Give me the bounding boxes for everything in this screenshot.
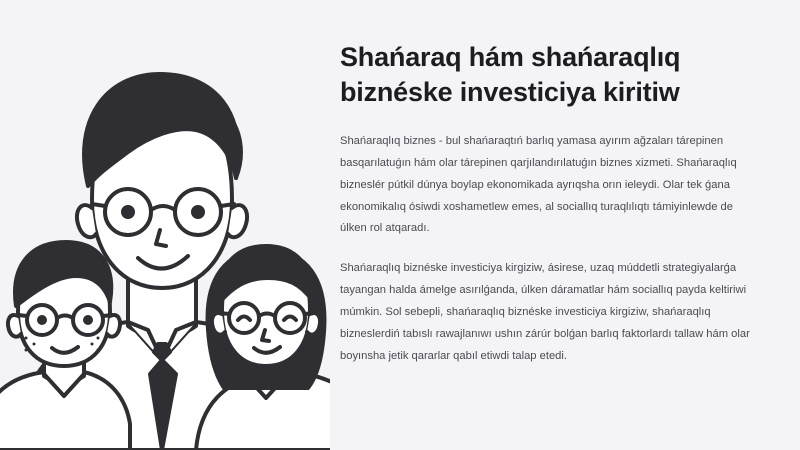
page-title: Shańaraq hám shańaraqlıq biznéske investiciya kiritiw [340,42,681,107]
content-pane [330,0,800,450]
family-characters-illustration [0,0,330,450]
illustration-pane [0,0,330,450]
body-paragraph-1: Shańaraqlıq biznes - bul shańaraqtıń barlıq yamasa ayırım ağzaları tárepinen basqarılatuǵın hám olar tárepinen qarjılandırılatuǵın biznes xizmeti. Shańaraqlıq bizneslér pútkil dúnya boylap ekonomikada ayrıqsha orın ieleydi. Olar tek ǵana ekonomikalıq ósiwdi xoshametlew emes, al sociallıq turaqlılıqtı támiyinlewde de úlken rol atqaradı. [340,135,737,235]
body-paragraph-2: Shańaraqlıq biznéske investiciya kirgiziw, ásirese, uzaq múddetli strategiyalarǵa tayangan halda ámelge asırılǵanda, úlken dáramatlar hám sociallıq payda keltiriwi múmkin. Sol sebepli, shańaraqlıq biznéske investiciya kirgiziw, shańaraqlıq bizneslerdiń tabıslı rawajlanıwı ushın zárúr bolǵan barlıq faktorlardı tallaw hám olar boyınsha jetik qararlar qabıl etiwdi talap etedi. [340,262,750,362]
